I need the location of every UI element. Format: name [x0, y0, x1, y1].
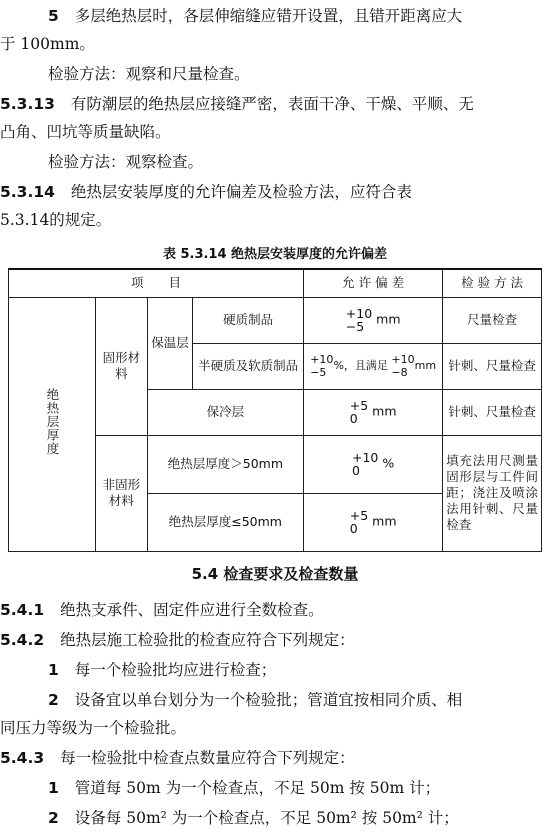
row-hard-label: 硬质制品 [193, 297, 304, 343]
row-thin-label: 绝热层厚度≤50mm [147, 493, 303, 551]
table-caption: 表 5.3.14 绝热层安装厚度的允许偏差 [162, 247, 388, 262]
row-cold-method: 针刺、尺量检查 [443, 389, 542, 435]
row-hard-method: 尺量检查 [443, 297, 542, 343]
clause-5-4-3-item2: 2 设备每 50m² 为一个检查点，不足 50m² 按 50m² 计； [48, 809, 459, 827]
row-hard-deviation: +10 −5 mm [304, 297, 443, 343]
clause-5-4-2-item1: 1 每一个检验批均应进行检查； [48, 661, 277, 679]
clause-5-4-1: 5.4.1 绝热支承件、固定件应进行全数检查。 [0, 601, 324, 619]
inspection-method: 检验方法：观察和尺量检查。 [48, 65, 250, 83]
clause-5-3-13: 5.3.13 有防潮层的绝热层应接缝严密，表面干净、干燥、平顺、无 [0, 95, 474, 113]
header-method: 检 验 方 法 [443, 269, 542, 297]
clause-5-3-13-line2: 凸角、凹坑等质量缺陷。 [0, 123, 171, 141]
header-item: 项 目 [9, 269, 304, 297]
row-nonsolid-method: 填充法用尺测量固形层与工件间距；浇注及喷涂法用针刺、尺量检查 [443, 435, 542, 551]
clause-5-4-3-item1: 1 管道每 50m 为一个检查点，不足 50m 按 50m 计； [48, 779, 441, 797]
row-semi-deviation: +10 −5 %，且满足 +10 −8 mm [304, 343, 443, 389]
clause-5-4-2: 5.4.2 绝热层施工检验批的检查应符合下列规定： [0, 631, 355, 649]
solid-label: 固形材料 [96, 297, 148, 435]
nonsolid-label: 非固形材料 [96, 435, 148, 551]
clause-5-line1: 5 多层绝热层时，各层伸缩缝应错开设置，且错开距离应大 [48, 7, 463, 25]
row-thick-label: 绝热层厚度＞50mm [147, 435, 303, 493]
row-cold-label: 保冷层 [147, 389, 303, 435]
row-semi-label: 半硬质及软质制品 [193, 343, 304, 389]
section-title: 5.4 检查要求及检查数量 [191, 565, 359, 583]
clause-5-line2: 于 100mm。 [0, 35, 95, 53]
clause-5-3-14-line2: 5.3.14的规定。 [0, 211, 112, 229]
clause-5-4-2-item2: 2 设备宜以单台划分为一个检验批；管道宜按相同介质、相 [48, 691, 463, 709]
row-thin-deviation: +5 0 mm [304, 493, 443, 551]
header-deviation: 允 许 偏 差 [304, 269, 443, 297]
inspection-method: 检验方法：观察检查。 [48, 153, 204, 171]
row-cold-deviation: +5 0 mm [304, 389, 443, 435]
clause-5-4-2-item2-line2: 同压力等级为一个检验批。 [0, 719, 187, 737]
group-label: 绝热层厚度 [9, 297, 96, 551]
insulation-label: 保温层 [147, 297, 193, 389]
deviation-table [8, 268, 542, 552]
row-thick-deviation: +10 0 % [304, 435, 443, 493]
clause-5-4-3: 5.4.3 每一检验批中检查点数量应符合下列规定： [0, 749, 355, 767]
row-semi-method: 针刺、尺量检查 [443, 343, 542, 389]
clause-5-3-14: 5.3.14 绝热层安装厚度的允许偏差及检验方法，应符合表 [0, 183, 412, 201]
